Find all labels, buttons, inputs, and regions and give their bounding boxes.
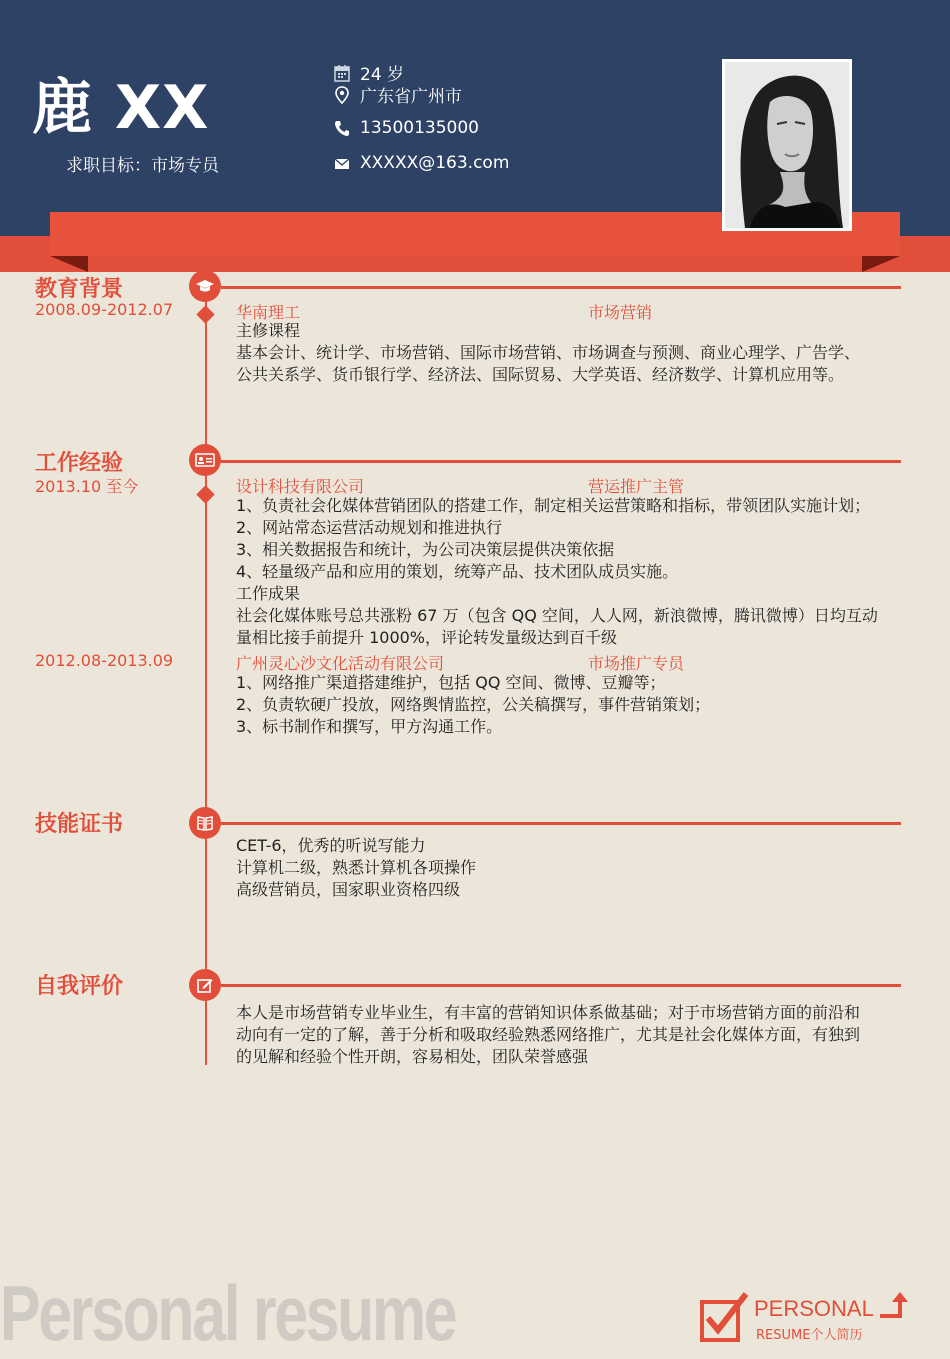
ribbon-fold-left xyxy=(50,256,88,272)
job-date: 2012.08-2013.09 xyxy=(35,651,174,670)
watermark-text: Personal resume xyxy=(0,1269,456,1357)
duty-line: 2、网站常态运营活动规划和推进执行 xyxy=(236,518,503,537)
job-position: 市场推广专员 xyxy=(588,654,685,673)
graduation-cap-icon xyxy=(189,270,221,302)
self-line: 动向有一定的了解，善于分析和吸取经验熟悉网络推广，尤其是社会化媒体方面，有独到 xyxy=(236,1025,861,1044)
duty-line: 量相比接手前提升 1000%，评论转发量级达到百千级 xyxy=(236,628,618,647)
duty-line: 工作成果 xyxy=(236,584,301,603)
skill-item: CET-6，优秀的听说写能力 xyxy=(236,836,426,855)
job-duties xyxy=(236,495,906,649)
phone-icon xyxy=(334,119,350,137)
skill-item: 计算机二级，熟悉计算机各项操作 xyxy=(236,858,477,877)
phone-row xyxy=(334,118,479,138)
skills-list xyxy=(236,835,476,901)
phone-text: 13500135000 xyxy=(360,118,479,138)
education-details xyxy=(236,320,860,386)
location-text: 广东省广州市 xyxy=(360,87,462,107)
duty-line: 4、轻量级产品和应用的策划，统筹产品、技术团队成员实施。 xyxy=(236,562,679,581)
job-position: 营运推广主管 xyxy=(588,477,685,496)
education-title: 教育背景 xyxy=(35,277,124,302)
job-company: 广州灵心沙文化活动有限公司 xyxy=(236,654,445,673)
duty-line: 2、负责软硬广投放，网络舆情监控，公关稿撰写，事件营销策划； xyxy=(236,695,711,714)
skills-divider xyxy=(221,822,901,825)
timeline-line xyxy=(205,272,207,1065)
duty-line: 1、网络推广渠道搭建维护，包括 QQ 空间、微博、豆瓣等； xyxy=(236,673,666,692)
book-icon xyxy=(189,807,221,839)
self-divider xyxy=(221,984,901,987)
work-title: 工作经验 xyxy=(35,451,124,476)
self-line: 本人是市场营销专业毕业生，有丰富的营销知识体系做基础；对于市场营销方面的前沿和 xyxy=(236,1003,861,1022)
education-major: 市场营销 xyxy=(588,303,653,322)
logo-sub-text: RESUME个人简历 xyxy=(756,1328,863,1343)
location-row xyxy=(334,82,462,107)
mail-icon xyxy=(334,154,350,172)
email-text: XXXXX@163.com xyxy=(360,153,510,173)
education-school: 华南理工 xyxy=(236,303,301,322)
id-card-icon xyxy=(189,444,221,476)
work-marker xyxy=(196,485,214,503)
ribbon-fold-right xyxy=(862,256,900,272)
location-pin-icon xyxy=(334,86,350,104)
calendar-icon xyxy=(334,64,350,82)
skills-title: 技能证书 xyxy=(35,812,124,837)
self-title: 自我评价 xyxy=(35,974,124,999)
job-target: 求职目标：市场专员 xyxy=(66,156,219,176)
self-evaluation xyxy=(236,1002,906,1068)
course-line: 公共关系学、货币银行学、经济法、国际贸易、大学英语、经济数学、计算机应用等。 xyxy=(236,365,845,384)
self-line: 的见解和经验个性开朗，容易相处，团队荣誉感强 xyxy=(236,1047,589,1066)
profile-photo xyxy=(722,59,852,231)
age-text: 24 岁 xyxy=(360,65,405,85)
skill-item: 高级营销员，国家职业资格四级 xyxy=(236,880,461,899)
course-label: 主修课程 xyxy=(236,321,301,340)
duty-line: 1、负责社会化媒体营销团队的搭建工作，制定相关运营策略和指标，带领团队实施计划； xyxy=(236,496,871,515)
job-company: 设计科技有限公司 xyxy=(236,477,365,496)
course-line: 基本会计、统计学、市场营销、国际市场营销、市场调查与预测、商业心理学、广告学、 xyxy=(236,343,861,362)
resume-logo xyxy=(700,1290,920,1344)
duty-line: 3、相关数据报告和统计，为公司决策层提供决策依据 xyxy=(236,540,615,559)
education-date: 2008.09-2012.07 xyxy=(35,300,174,319)
education-marker xyxy=(196,305,214,323)
email-row xyxy=(334,153,509,173)
job-date: 2013.10 至今 xyxy=(35,477,139,496)
logo-main-text: PERSONAL xyxy=(754,1296,874,1321)
candidate-name: 鹿 XX xyxy=(32,73,210,143)
work-divider xyxy=(221,460,901,463)
duty-line: 3、标书制作和撰写，甲方沟通工作。 xyxy=(236,717,503,736)
duty-line: 社会化媒体账号总共涨粉 67 万（包含 QQ 空间，人人网，新浪微博，腾讯微博）日均互动 xyxy=(236,606,878,625)
job-duties xyxy=(236,672,906,738)
edit-icon xyxy=(189,969,221,1001)
education-divider xyxy=(221,286,901,289)
